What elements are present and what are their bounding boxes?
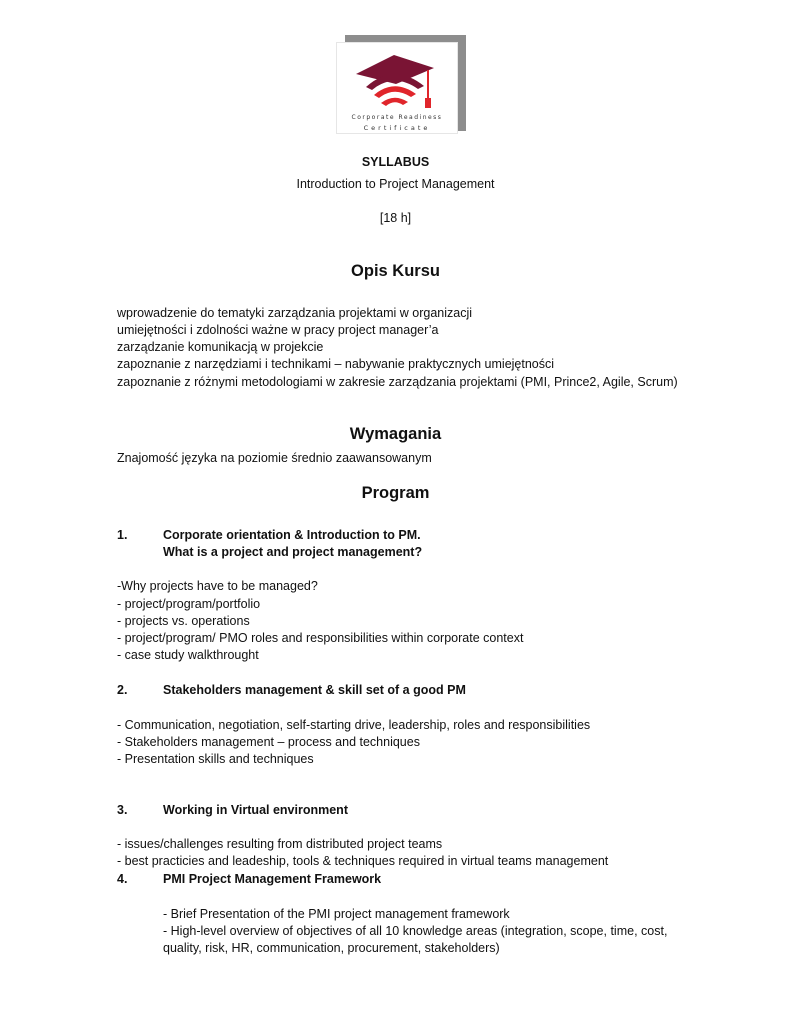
- syllabus-label: SYLLABUS: [361, 155, 430, 169]
- list-item: -Why projects have to be managed?: [117, 579, 318, 593]
- section-number: 3.: [117, 803, 128, 817]
- logo-text-line2: Certificate: [363, 124, 431, 132]
- list-item: - project/program/ PMO roles and responsibilities within corporate context: [117, 631, 524, 645]
- list-item: - issues/challenges resulting from distributed project teams: [117, 837, 443, 851]
- cap-arch-middle: [374, 86, 416, 98]
- opis-line: zarządzanie komunikacją w projekcie: [117, 340, 324, 354]
- list-item: - case study walkthrought: [117, 648, 259, 662]
- list-item: - project/program/portfolio: [117, 597, 261, 611]
- tassel: [425, 98, 431, 108]
- course-title: Introduction to Project Management: [296, 177, 495, 191]
- section-title: Working in Virtual environment: [163, 803, 348, 817]
- list-item: - High-level overview of objectives of all 10 knowledge areas (integration, scope, time, cost,: [163, 924, 668, 938]
- section-title: Corporate orientation & Introduction to PM.: [163, 528, 421, 542]
- section-number: 1.: [117, 528, 128, 542]
- wymagania-heading: Wymagania: [349, 425, 442, 443]
- section-title: PMI Project Management Framework: [163, 872, 382, 886]
- list-item: - Stakeholders management – process and techniques: [117, 735, 420, 749]
- list-item: quality, risk, HR, communication, procurement, stakeholders): [163, 941, 500, 955]
- cap-arch-inner: [381, 98, 408, 106]
- list-item: - Brief Presentation of the PMI project management framework: [163, 907, 510, 921]
- program-heading: Program: [361, 484, 430, 502]
- course-hours: [18 h]: [379, 211, 412, 225]
- opis-line: zapoznanie z narzędziami i technikami – nabywanie praktycznych umiejętności: [117, 357, 555, 371]
- list-item: - Presentation skills and techniques: [117, 752, 314, 766]
- opis-line: wprowadzenie do tematyki zarządzania projektami w organizacji: [117, 306, 473, 320]
- logo-text-line1: Corporate Readiness: [351, 114, 443, 121]
- section-title: What is a project and project management?: [163, 545, 423, 559]
- list-item: - projects vs. operations: [117, 614, 250, 628]
- section-number: 4.: [117, 872, 128, 886]
- opis-line: umiejętności i zdolności ważne w pracy project manager’a: [117, 323, 439, 337]
- list-item: - best practicies and leadeship, tools & techniques required in virtual teams management: [117, 854, 609, 868]
- wymagania-text: Znajomość języka na poziomie średnio zaawansowanym: [117, 451, 432, 465]
- opis-heading: Opis Kursu: [351, 262, 440, 280]
- section-title: Stakeholders management & skill set of a good PM: [163, 683, 466, 697]
- opis-line: zapoznanie z różnymi metodologiami w zakresie zarządzania projektami (PMI, Prince2, Agile, Scrum): [117, 375, 678, 389]
- section-number: 2.: [117, 683, 128, 697]
- list-item: - Communication, negotiation, self-starting drive, leadership, roles and responsibilities: [117, 718, 591, 732]
- graduation-cap-icon: [336, 42, 458, 114]
